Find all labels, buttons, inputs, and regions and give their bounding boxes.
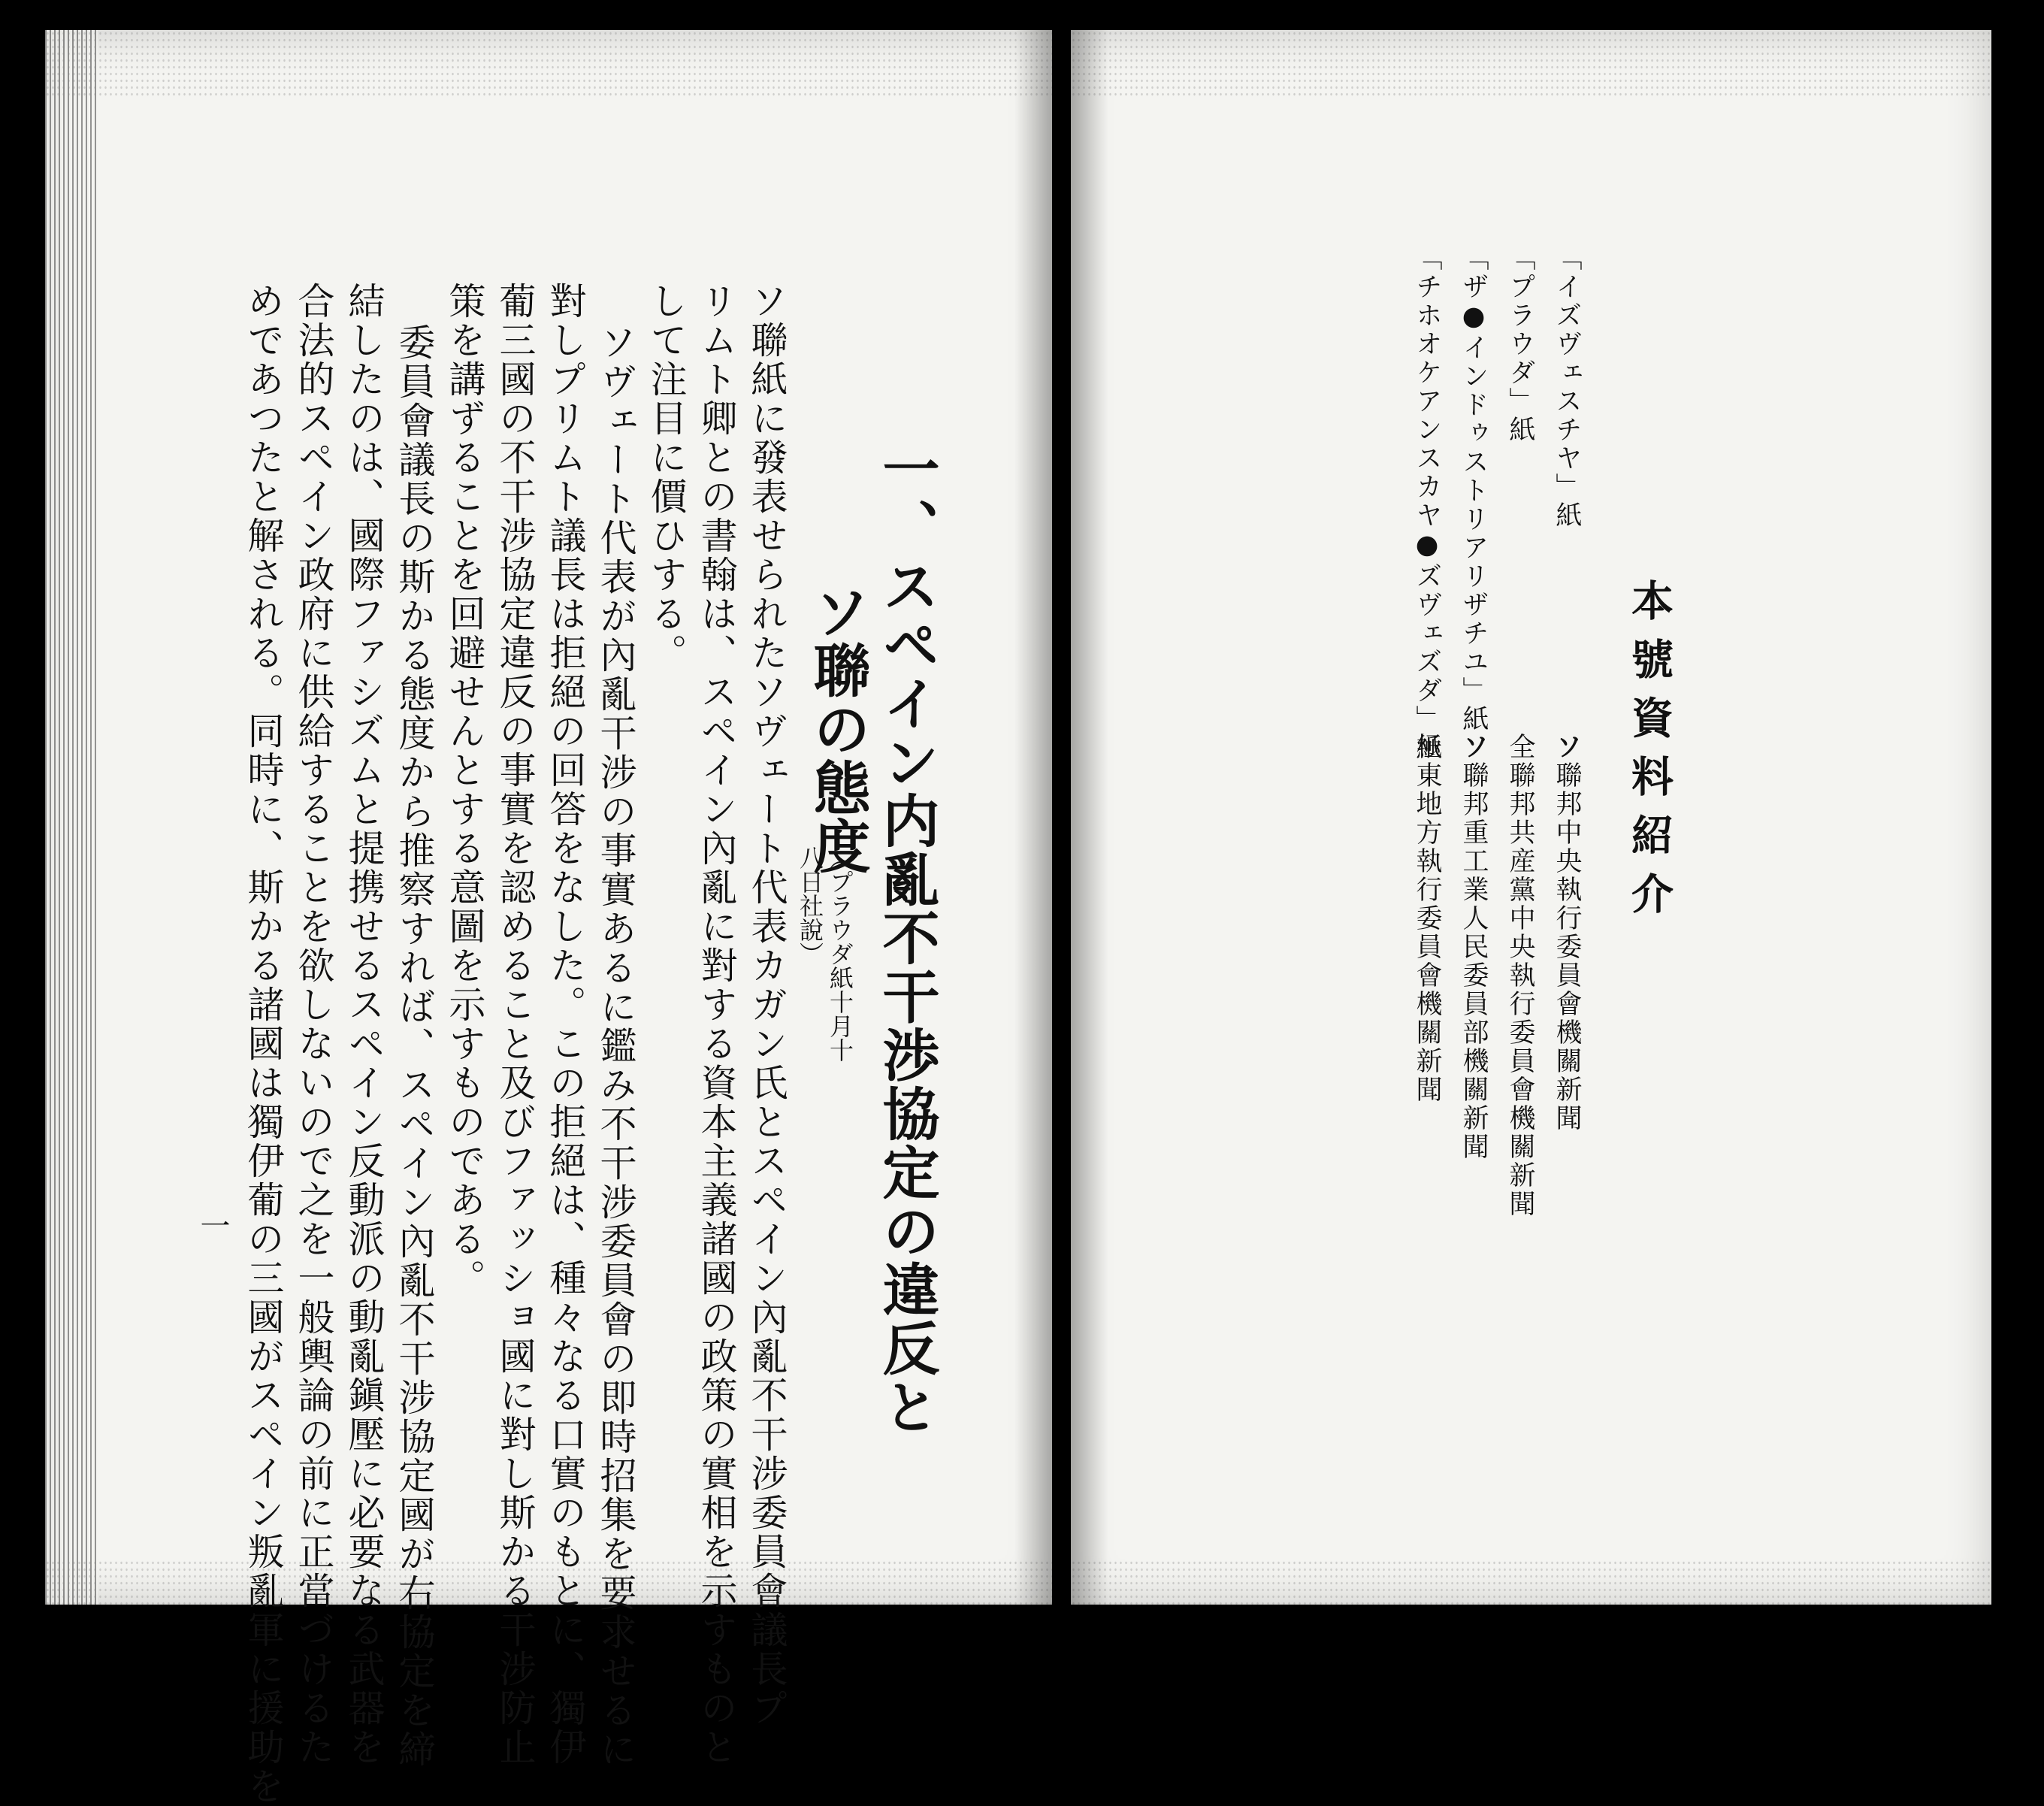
paper-speckle: [1071, 30, 1991, 98]
body-line: 合法的スペイン政府に供給することを欲しないので之を一般輿論の前に正當づけるた: [292, 282, 335, 1767]
body-line: めであつたと解される。同時に、斯かる諸國は獨伊葡の三國がスペイン叛亂軍に援助を: [242, 282, 285, 1806]
source-note: （プラウダ紙十月十八日社說）: [796, 846, 854, 1062]
gutter-shadow: [1071, 30, 1108, 1605]
body-line: リムト卿との書翰は、スペイン內亂に對する資本主義諸國の政策の實相を示すものと: [695, 282, 738, 1767]
body-line: 葡三國の不干涉協定違反の事實を認めること及びファッショ國に對し斯かる干涉防止: [494, 282, 537, 1767]
paper-name: 「プラウダ」紙: [1505, 244, 1535, 444]
body-line: 委員會議長の斯かる態度から推察すれば、スペイン內亂不干涉協定國が右協定を締: [393, 323, 436, 1769]
paper-organ: [1501, 733, 1539, 1218]
paper-organ: [1548, 733, 1586, 1133]
paper-organ: [1408, 733, 1446, 1104]
gutter-shadow: [1014, 30, 1052, 1605]
article-title: 一、スペイン内亂不干渉協定の違反と: [873, 440, 940, 1436]
body-line: ソヴェート代表が內亂干涉の事實あるに鑑み不干涉委員會の即時招集を要求せるに: [594, 323, 637, 1769]
organ-text: 全聯邦共産黨中央執行委員會機關新聞: [1505, 733, 1535, 1218]
page-edge: [45, 30, 98, 1605]
body-line: 對しプリムト議長は拒絕の回答をなした。この拒絕は、種々なる口實のもとに、獨伊: [544, 282, 587, 1767]
body-line: 策を講ずることを回避せんとする意圖を示すものである。: [443, 282, 486, 1298]
organ-text: 極東地方執行委員會機關新聞: [1412, 733, 1442, 1104]
section-heading: 本號資料紹介: [1625, 579, 1674, 930]
paper-organ: [1455, 733, 1492, 1161]
body-line: 結したのは、國際ファシズムと提携せるスペイン反動派の動亂鎭壓に必要なる武器を: [343, 282, 386, 1767]
body-line: ソ聯紙に發表せられたソヴェート代表カガン氏とスペイン內亂不干涉委員會議長プ: [745, 282, 788, 1728]
paper-name: 「イズヴェスチヤ」紙: [1552, 244, 1582, 530]
paper-speckle: [1071, 1559, 1991, 1605]
organ-text: 聯邦中央執行委員會機關新聞: [1552, 761, 1582, 1133]
organ-marker: ソ: [1459, 733, 1489, 761]
page-number: 一: [195, 1210, 230, 1240]
paper-name: 「チホオケアンスカヤ●ズヴェズダ」紙: [1412, 244, 1442, 762]
paper-speckle: [45, 30, 1052, 98]
body-line: して注目に價ひする。: [645, 282, 688, 673]
article-subtitle: ソ聯の態度: [804, 582, 871, 876]
paper-name: 「ザ●インドゥストリアリザチユ」紙: [1459, 244, 1489, 734]
organ-marker: ソ: [1552, 733, 1583, 761]
organ-text: 聯邦重工業人民委員部機關新聞: [1459, 761, 1489, 1161]
